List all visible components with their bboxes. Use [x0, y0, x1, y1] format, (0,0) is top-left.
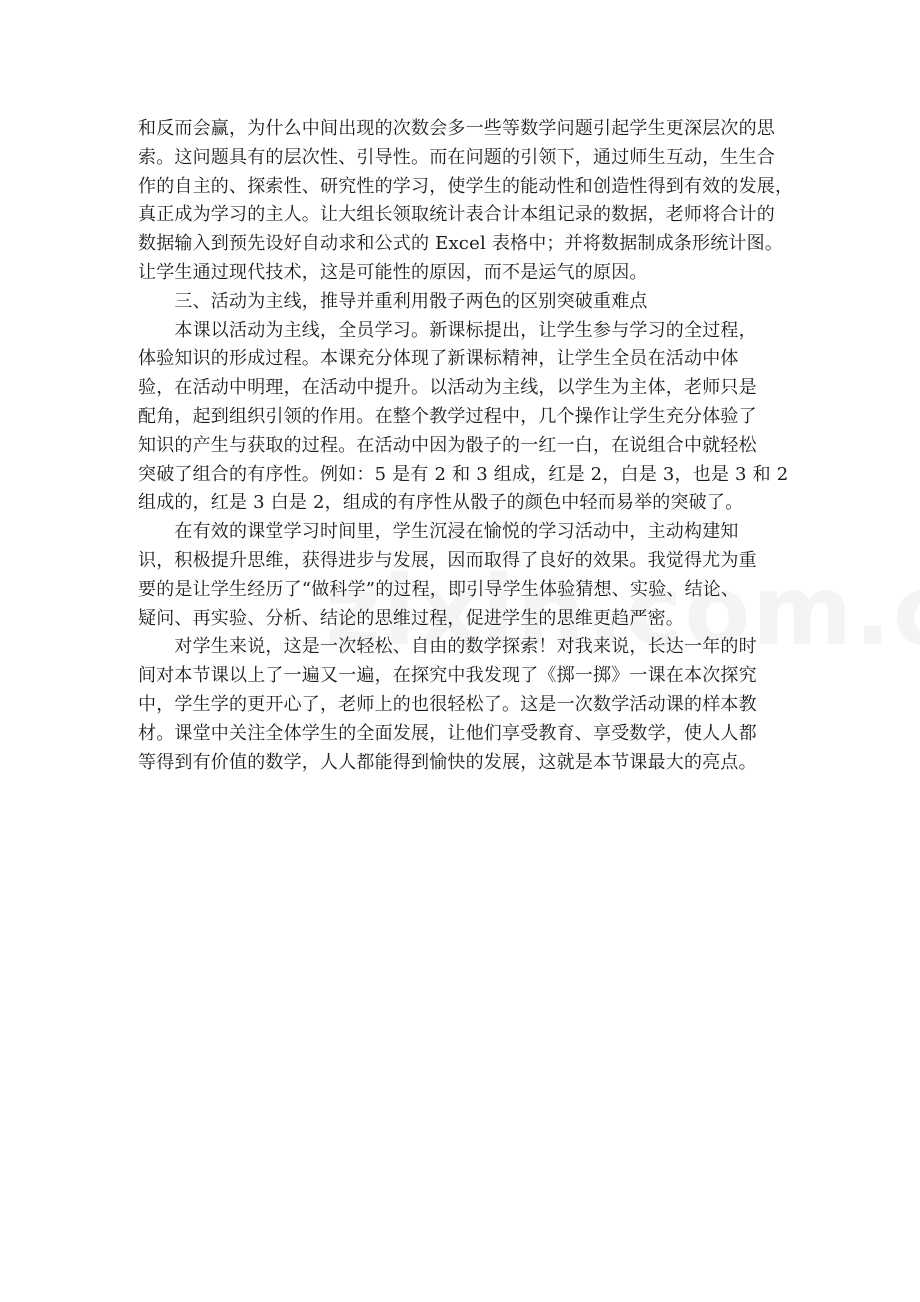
text-line: 和反而会赢，为什么中间出现的次数会多一些等数学问题引起学生更深层次的思	[138, 118, 775, 139]
text-line: 等得到有价值的数学，人人都能得到愉快的发展，这就是本节课最大的亮点。	[138, 751, 757, 773]
text-line: 识，积极提升思维，获得进步与发展，因而取得了良好的效果。我觉得尤为重	[138, 549, 757, 571]
body-text	[138, 115, 798, 777]
text-line: 突破了组合的有序性。例如：5 是有 2 和 3 组成，红是 2，白是 3，也是 3 和 2	[138, 463, 789, 485]
text-line: 本课以活动为主线，全员学习。新课标提出，让学生参与学习的全过程，	[138, 319, 757, 341]
text-line: 数据输入到预先设好自动求和公式的 Excel 表格中；并将数据制成条形统计图。	[138, 233, 784, 255]
text-line: 让学生通过现代技术，这是可能性的原因，而不是运气的原因。	[138, 261, 648, 283]
text-line: 体验知识的形成过程。本课充分体现了新课标精神，让学生全员在活动中体	[138, 348, 739, 370]
text-line: 材。课堂中关注全体学生的全面发展，让他们享受教育、享受数学，使人人都	[138, 722, 757, 744]
text-line: 组成的，红是 3 白是 2，组成的有序性从骰子的颜色中轻而易举的突破了。	[138, 492, 744, 514]
text-line: 中，学生学的更开心了，老师上的也很轻松了。这是一次数学活动课的样本教	[138, 693, 757, 715]
text-line: 要的是让学生经历了“做科学”的过程，即引导学生体验猜想、实验、结论、	[138, 578, 740, 600]
text-line: 验，在活动中明理，在活动中提升。以活动为主线，以学生为主体，老师只是	[138, 377, 757, 399]
text-line: 真正成为学习的主人。让大组长领取统计表合计本组记录的数据，老师将合计的	[138, 204, 775, 226]
text-line: 索。这问题具有的层次性、引导性。而在问题的引领下，通过师生互动，生生合	[138, 146, 775, 168]
text-line: 间对本节课以上了一遍又一遍，在探究中我发现了《掷一掷》一课在本次探究	[138, 665, 757, 687]
text-line: 疑问、再实验、分析、结论的思维过程，促进学生的思维更趋严密。	[138, 607, 684, 629]
text-line: 配角，起到组织引领的作用。在整个教学过程中，几个操作让学生充分体验了	[138, 405, 757, 427]
section-heading: 三、活动为主线，推导并重利用骰子两色的区别突破重难点	[138, 290, 648, 312]
text-line: 知识的产生与获取的过程。在活动中因为骰子的一红一白，在说组合中就轻松	[138, 434, 757, 456]
text-line: 作的自主的、探索性、研究性的学习，使学生的能动性和创造性得到有效的发展，	[138, 175, 794, 197]
text-line: 对学生来说，这是一次轻松、自由的数学探索！对我来说，长达一年的时	[138, 636, 757, 658]
text-line: 在有效的课堂学习时间里，学生沉浸在愉悦的学习活动中，主动构建知	[138, 521, 739, 543]
